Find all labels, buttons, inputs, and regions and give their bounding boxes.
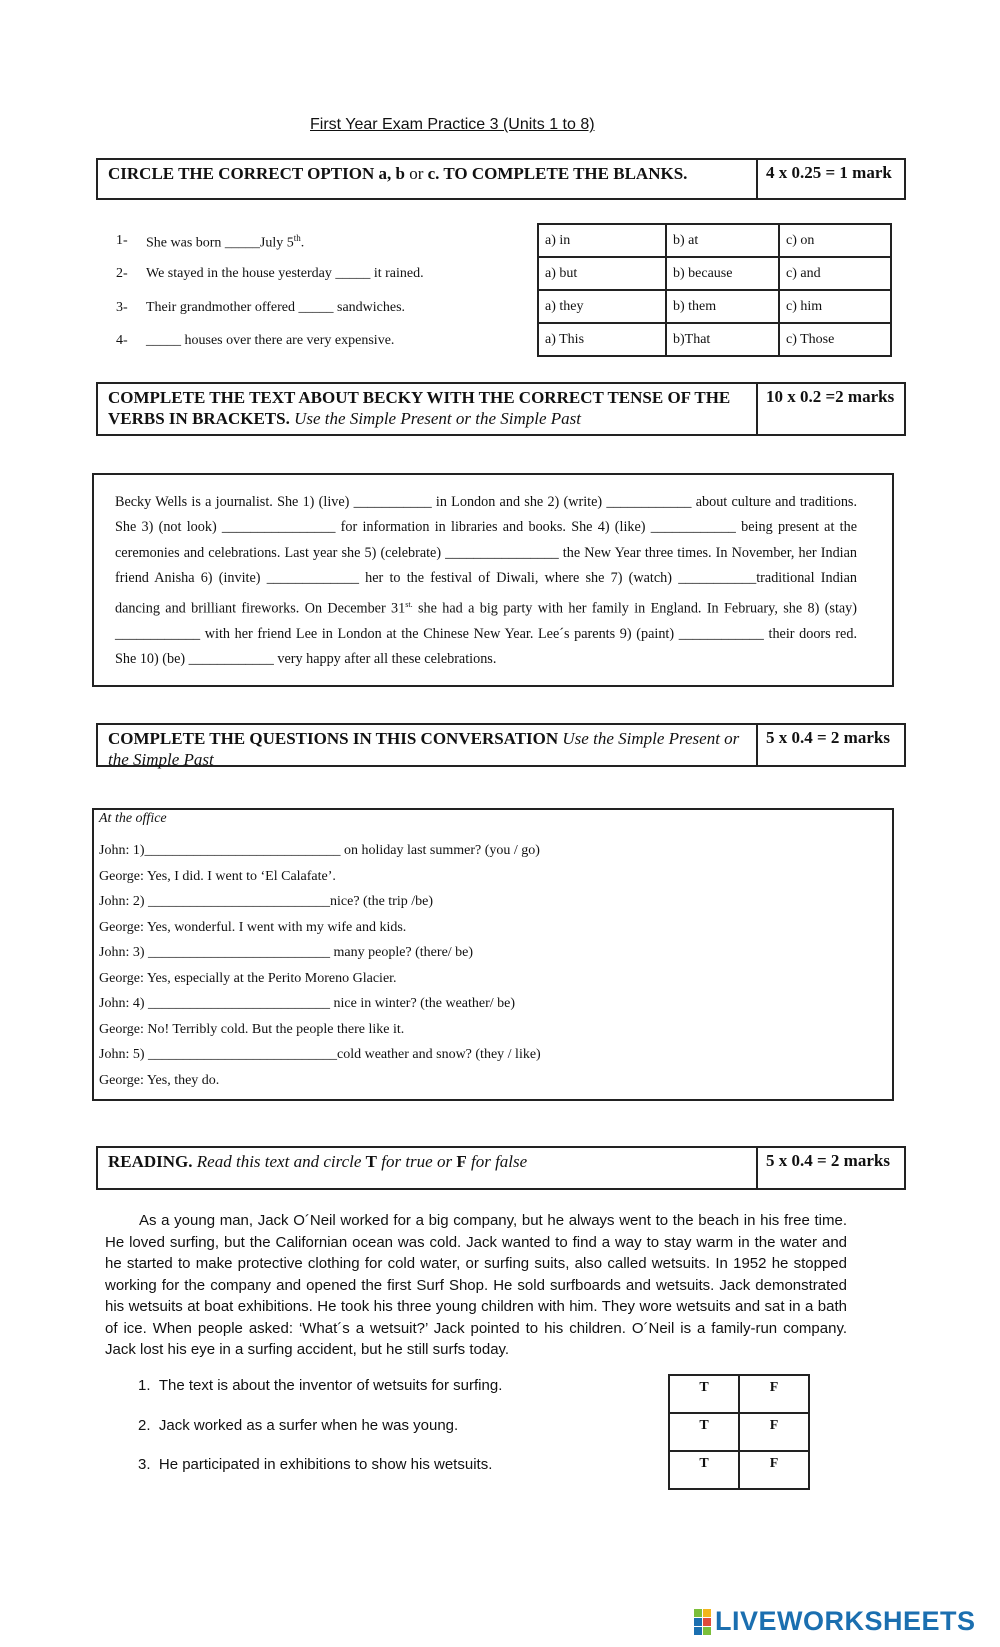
option-b[interactable]: b) because <box>666 257 779 290</box>
logo-grid-icon <box>694 1609 711 1635</box>
page-title: First Year Exam Practice 3 (Units 1 to 8) <box>310 116 595 133</box>
tf-row <box>669 1375 809 1413</box>
conversation-line: John: 3) __________________________ many people? (there/ be) <box>99 945 474 960</box>
item-number: 1. <box>138 1377 151 1394</box>
conversation-line: George: Yes, they do. <box>99 1073 220 1088</box>
false-option[interactable]: F <box>739 1413 809 1451</box>
question-number: 4- <box>116 333 128 348</box>
item-text: Jack worked as a surfer when he was young. <box>158 1417 459 1434</box>
logo-text: LIVEWORKSHEETS <box>715 1606 976 1636</box>
option-a[interactable]: a) they <box>538 290 666 323</box>
instruction-part: CIRCLE THE CORRECT OPTION <box>108 164 379 183</box>
instruction-italic: Use the Simple Present or the Simple Past <box>108 729 740 769</box>
options-row <box>538 224 891 257</box>
instruction-bold: COMPLETE THE QUESTIONS IN THIS CONVERSATION <box>108 729 559 748</box>
section4-header <box>96 1146 906 1190</box>
section3-instruction <box>98 725 756 769</box>
false-option[interactable]: F <box>739 1375 809 1413</box>
item-text: The text is about the inventor of wetsuits for surfing. <box>158 1377 503 1394</box>
true-false-table <box>668 1374 810 1490</box>
section1-header <box>96 158 906 200</box>
conversation-line: George: Yes, I did. I went to ‘El Calafate’. <box>99 869 336 884</box>
section2-marks: 10 x 0.2 =2 marks <box>756 384 904 434</box>
question-text: Their grandmother offered _____ sandwiches. <box>146 300 406 315</box>
question-number: 3- <box>116 300 128 315</box>
option-b[interactable]: b)That <box>666 323 779 356</box>
option-a[interactable]: a) but <box>538 257 666 290</box>
option-c[interactable]: c) and <box>779 257 891 290</box>
instruction-part: . TO COMPLETE THE BLANKS. <box>435 164 688 183</box>
false-letter: F <box>456 1152 467 1171</box>
options-row <box>538 323 891 356</box>
tf-item-1 <box>138 1377 502 1394</box>
liveworksheets-logo <box>694 1606 976 1637</box>
option-a[interactable]: a) in <box>538 224 666 257</box>
true-letter: T <box>365 1152 377 1171</box>
options-table <box>537 223 892 357</box>
true-option[interactable]: T <box>669 1413 739 1451</box>
question-text: She was born _____July 5th. <box>146 233 305 251</box>
option-c[interactable]: c) him <box>779 290 891 323</box>
question-text: We stayed in the house yesterday _____ it rained. <box>146 266 424 281</box>
true-option[interactable]: T <box>669 1451 739 1489</box>
option-c[interactable]: c) on <box>779 224 891 257</box>
section4-instruction <box>98 1148 756 1188</box>
option-b[interactable]: b) them <box>666 290 779 323</box>
conversation-line: John: 4) __________________________ nice in winter? (the weather/ be) <box>99 996 516 1011</box>
instruction-part: c <box>427 164 436 183</box>
tf-row <box>669 1413 809 1451</box>
conversation-setting: At the office <box>99 811 167 826</box>
conversation-line: John: 1)____________________________ on holiday last summer? (you / go) <box>99 843 540 858</box>
instruction-italic: Read this text and circle <box>192 1152 366 1171</box>
option-a[interactable]: a) This <box>538 323 666 356</box>
item-number: 2. <box>138 1417 151 1434</box>
section1-marks: 4 x 0.25 = 1 mark <box>756 160 904 198</box>
conversation-line: John: 5) ___________________________cold weather and snow? (they / like) <box>99 1047 541 1062</box>
option-c[interactable]: c) Those <box>779 323 891 356</box>
instruction-part: or <box>404 164 428 183</box>
item-number: 3. <box>138 1456 151 1473</box>
options-row <box>538 257 891 290</box>
instruction-italic: Use the Simple Present or the Simple Past <box>294 409 582 428</box>
section1-instruction <box>98 160 756 198</box>
becky-text: Becky Wells is a journalist. She 1) (live) ___________ in London and she 2) (write) ____________ about culture and traditions. She 3) (not look) ________________ for information in libraries and books. She 4) (like) ____________ being present at the ceremonies and celebrations. Last year she 5) (celebrate) ________________ the New Year three times. In November, her Indian friend Anisha 6) (invite) _____________ her to the festival of Diwali, where she 7) (watch) ___________traditional Indian dancing and brilliant fireworks. On December $31^{st.}$ she had a big party with her family in England. In February, she 8) (stay) ____________ with her friend Lee in London at the Chinese New Year. Lee´s parents 9) (paint) ____________ their doors red. She 10) (be) ____________ very happy after all these celebrations. <box>115 494 857 668</box>
section2-header <box>96 382 906 436</box>
option-b[interactable]: b) at <box>666 224 779 257</box>
item-text: He participated in exhibitions to show his wetsuits. <box>158 1456 493 1473</box>
tf-row <box>669 1451 809 1489</box>
section4-marks: 5 x 0.4 = 2 marks <box>756 1148 904 1188</box>
tf-item-3 <box>138 1456 492 1473</box>
question-text: _____ houses over there are very expensive. <box>146 333 395 348</box>
conversation-line: George: Yes, wonderful. I went with my wife and kids. <box>99 920 407 935</box>
conversation-line: John: 2) __________________________nice? (the trip /be) <box>99 894 434 909</box>
instruction-part: a, b <box>378 164 405 183</box>
conversation-line: George: Yes, especially at the Perito Moreno Glacier. <box>99 971 397 986</box>
instruction-italic: for false <box>466 1152 528 1171</box>
false-option[interactable]: F <box>739 1451 809 1489</box>
reading-text: As a young man, Jack O´Neil worked for a big company, but he always went to the beach in his free time. He loved surfing, but the Californian ocean was cold. Jack wanted to find a way to stay warm in the water and he started to make protective clothing for cold water, or surfing suits, also called wetsuits. In 1952 he stopped working for the company and opened the first Surf Shop. He sold surfboards and wetsuits. Jack demonstrated his wetsuits at boat exhibitions. He took his three young children with him. They wore wetsuits and sat in a bath of ice. When people asked: ‘What´s a wetsuit?’ Jack pointed to his children. O´Neil is a family-run company. Jack lost his eye in a surfing accident, but he still surfs today. <box>105 1212 847 1358</box>
instruction-bold: COMPLETE THE TEXT ABOUT BECKY WITH THE CORRECT TENSE OF THE VERBS IN BRACKETS. <box>108 388 731 428</box>
section3-header <box>96 723 906 767</box>
true-option[interactable]: T <box>669 1375 739 1413</box>
question-number: 2- <box>116 266 128 281</box>
section2-instruction <box>98 384 756 434</box>
options-row <box>538 290 891 323</box>
conversation-line: George: No! Terribly cold. But the people there like it. <box>99 1022 405 1037</box>
instruction-italic: for true or <box>377 1152 457 1171</box>
instruction-bold: READING. <box>108 1152 193 1171</box>
tf-item-2 <box>138 1417 458 1434</box>
section3-marks: 5 x 0.4 = 2 marks <box>756 725 904 765</box>
question-number: 1- <box>116 233 128 248</box>
